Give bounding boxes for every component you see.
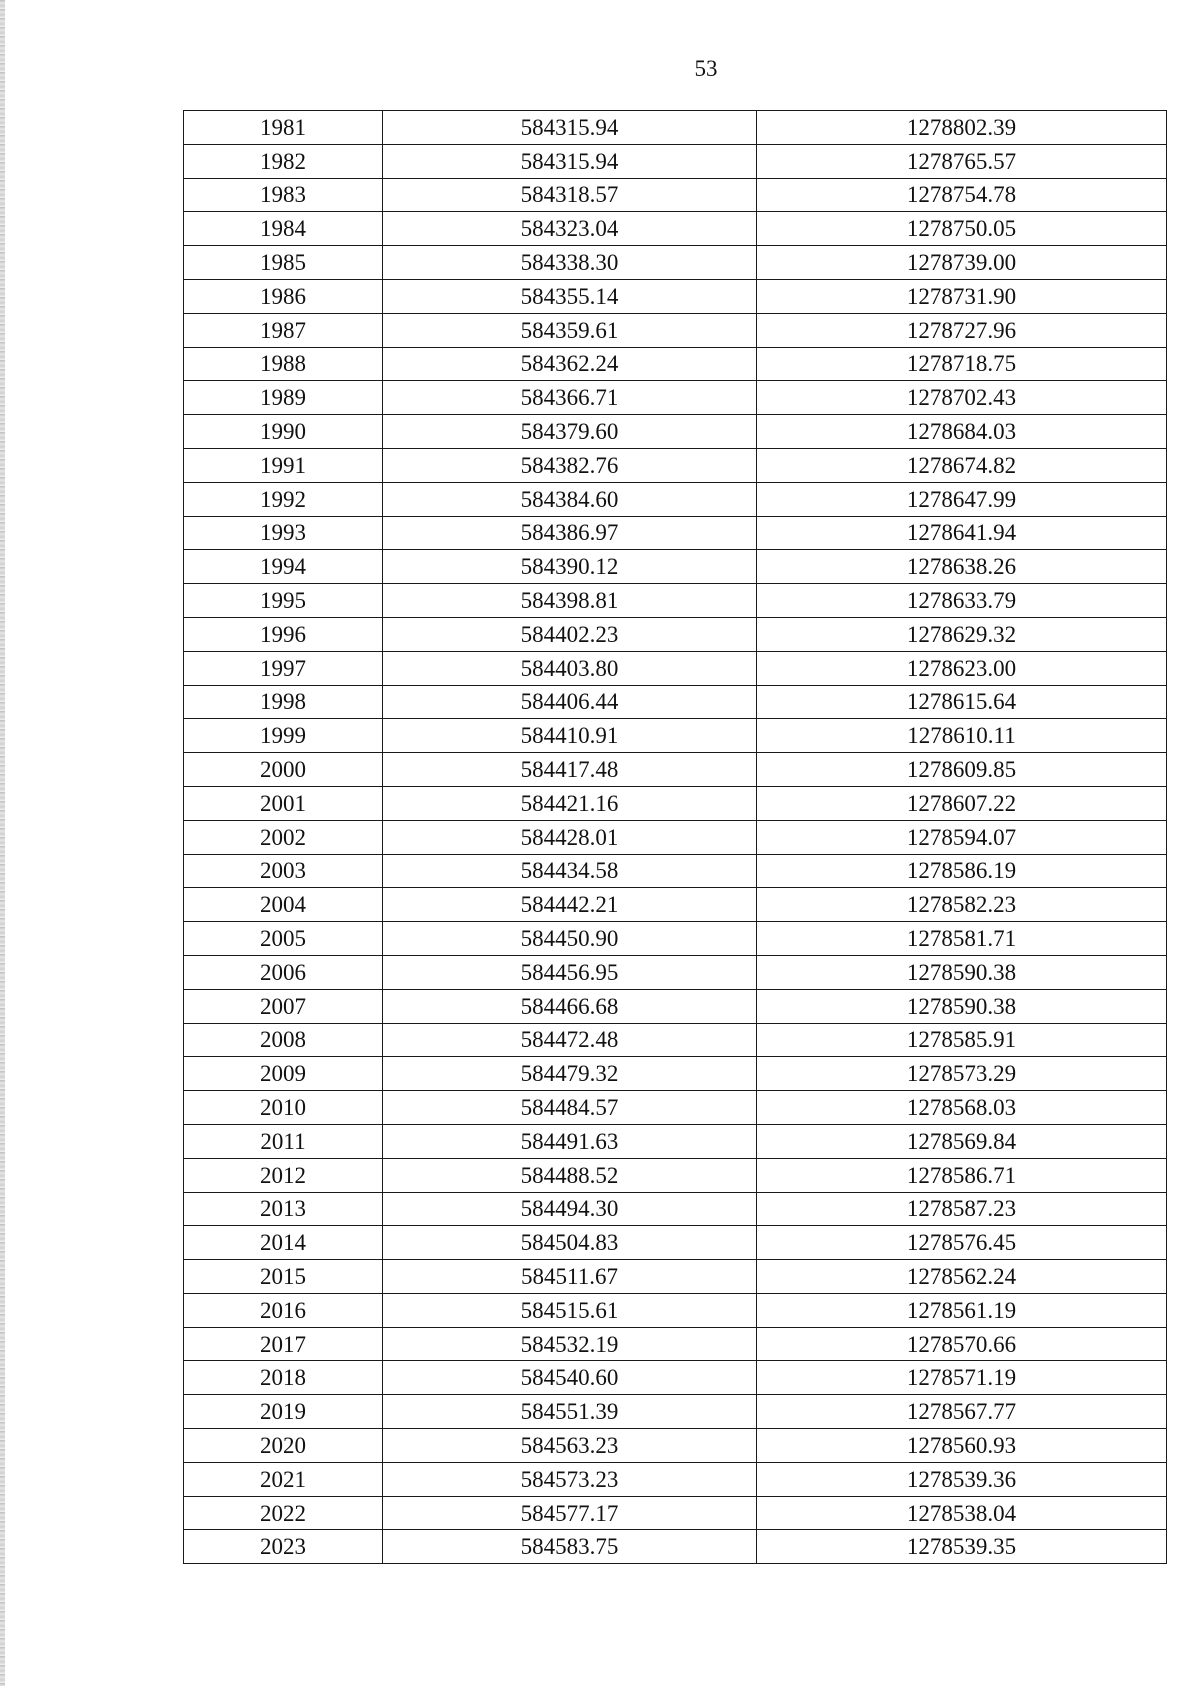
x-coordinate-cell: 584456.95 [383, 955, 757, 989]
x-coordinate-cell: 584577.17 [383, 1496, 757, 1530]
x-coordinate-cell: 584406.44 [383, 685, 757, 719]
year-cell: 2016 [184, 1293, 383, 1327]
table-row [184, 111, 1167, 145]
table-row [184, 1462, 1167, 1496]
x-coordinate-cell: 584442.21 [383, 888, 757, 922]
year-cell: 2009 [184, 1057, 383, 1091]
table-row [184, 448, 1167, 482]
x-coordinate-cell: 584366.71 [383, 381, 757, 415]
table-body [184, 111, 1167, 1564]
x-coordinate-cell: 584315.94 [383, 144, 757, 178]
year-cell: 2013 [184, 1192, 383, 1226]
table-row [184, 1327, 1167, 1361]
x-coordinate-cell: 584434.58 [383, 854, 757, 888]
x-coordinate-cell: 584551.39 [383, 1395, 757, 1429]
y-coordinate-cell: 1278585.91 [757, 1023, 1167, 1057]
y-coordinate-cell: 1278569.84 [757, 1124, 1167, 1158]
table-row [184, 617, 1167, 651]
table-row [184, 1361, 1167, 1395]
year-cell: 1985 [184, 246, 383, 280]
x-coordinate-cell: 584315.94 [383, 111, 757, 145]
y-coordinate-cell: 1278562.24 [757, 1260, 1167, 1294]
table-row [184, 178, 1167, 212]
coordinate-table [183, 110, 1167, 1564]
x-coordinate-cell: 584386.97 [383, 516, 757, 550]
x-coordinate-cell: 584318.57 [383, 178, 757, 212]
year-cell: 2008 [184, 1023, 383, 1057]
x-coordinate-cell: 584540.60 [383, 1361, 757, 1395]
table-row [184, 1057, 1167, 1091]
table-row [184, 212, 1167, 246]
y-coordinate-cell: 1278573.29 [757, 1057, 1167, 1091]
year-cell: 2001 [184, 786, 383, 820]
year-cell: 2017 [184, 1327, 383, 1361]
x-coordinate-cell: 584484.57 [383, 1091, 757, 1125]
x-coordinate-cell: 584515.61 [383, 1293, 757, 1327]
year-cell: 2004 [184, 888, 383, 922]
year-cell: 2018 [184, 1361, 383, 1395]
y-coordinate-cell: 1278570.66 [757, 1327, 1167, 1361]
year-cell: 1982 [184, 144, 383, 178]
table-row [184, 246, 1167, 280]
year-cell: 1983 [184, 178, 383, 212]
table-row [184, 482, 1167, 516]
year-cell: 1987 [184, 313, 383, 347]
year-cell: 1989 [184, 381, 383, 415]
y-coordinate-cell: 1278629.32 [757, 617, 1167, 651]
year-cell: 1993 [184, 516, 383, 550]
x-coordinate-cell: 584355.14 [383, 279, 757, 313]
year-cell: 1988 [184, 347, 383, 381]
y-coordinate-cell: 1278750.05 [757, 212, 1167, 246]
year-cell: 2023 [184, 1530, 383, 1564]
y-coordinate-cell: 1278567.77 [757, 1395, 1167, 1429]
y-coordinate-cell: 1278731.90 [757, 279, 1167, 313]
table-row [184, 516, 1167, 550]
y-coordinate-cell: 1278702.43 [757, 381, 1167, 415]
x-coordinate-cell: 584362.24 [383, 347, 757, 381]
y-coordinate-cell: 1278623.00 [757, 651, 1167, 685]
year-cell: 1997 [184, 651, 383, 685]
y-coordinate-cell: 1278641.94 [757, 516, 1167, 550]
year-cell: 2002 [184, 820, 383, 854]
x-coordinate-cell: 584472.48 [383, 1023, 757, 1057]
year-cell: 1995 [184, 584, 383, 618]
year-cell: 1998 [184, 685, 383, 719]
y-coordinate-cell: 1278568.03 [757, 1091, 1167, 1125]
table-row [184, 550, 1167, 584]
table-row [184, 685, 1167, 719]
y-coordinate-cell: 1278684.03 [757, 415, 1167, 449]
x-coordinate-cell: 584402.23 [383, 617, 757, 651]
y-coordinate-cell: 1278586.71 [757, 1158, 1167, 1192]
x-coordinate-cell: 584573.23 [383, 1462, 757, 1496]
table-row [184, 415, 1167, 449]
y-coordinate-cell: 1278674.82 [757, 448, 1167, 482]
y-coordinate-cell: 1278576.45 [757, 1226, 1167, 1260]
table-row [184, 1496, 1167, 1530]
y-coordinate-cell: 1278610.11 [757, 719, 1167, 753]
x-coordinate-cell: 584398.81 [383, 584, 757, 618]
x-coordinate-cell: 584390.12 [383, 550, 757, 584]
year-cell: 2020 [184, 1429, 383, 1463]
x-coordinate-cell: 584421.16 [383, 786, 757, 820]
y-coordinate-cell: 1278718.75 [757, 347, 1167, 381]
table-row [184, 144, 1167, 178]
y-coordinate-cell: 1278615.64 [757, 685, 1167, 719]
year-cell: 1991 [184, 448, 383, 482]
y-coordinate-cell: 1278638.26 [757, 550, 1167, 584]
year-cell: 1990 [184, 415, 383, 449]
table-row [184, 1158, 1167, 1192]
year-cell: 1984 [184, 212, 383, 246]
y-coordinate-cell: 1278560.93 [757, 1429, 1167, 1463]
x-coordinate-cell: 584323.04 [383, 212, 757, 246]
table-row [184, 1395, 1167, 1429]
table-row [184, 820, 1167, 854]
x-coordinate-cell: 584466.68 [383, 989, 757, 1023]
year-cell: 2006 [184, 955, 383, 989]
year-cell: 1999 [184, 719, 383, 753]
y-coordinate-cell: 1278594.07 [757, 820, 1167, 854]
table-row [184, 955, 1167, 989]
table-row [184, 1293, 1167, 1327]
table-row [184, 753, 1167, 787]
y-coordinate-cell: 1278582.23 [757, 888, 1167, 922]
y-coordinate-cell: 1278539.36 [757, 1462, 1167, 1496]
table-row [184, 279, 1167, 313]
scanned-page-edge [0, 0, 5, 1686]
y-coordinate-cell: 1278765.57 [757, 144, 1167, 178]
table-row [184, 1530, 1167, 1564]
page-number: 53 [694, 56, 718, 81]
table-row [184, 1192, 1167, 1226]
table-row [184, 347, 1167, 381]
x-coordinate-cell: 584583.75 [383, 1530, 757, 1564]
table-row [184, 313, 1167, 347]
y-coordinate-cell: 1278581.71 [757, 922, 1167, 956]
table-row [184, 989, 1167, 1023]
year-cell: 2014 [184, 1226, 383, 1260]
x-coordinate-cell: 584338.30 [383, 246, 757, 280]
year-cell: 1992 [184, 482, 383, 516]
y-coordinate-cell: 1278590.38 [757, 989, 1167, 1023]
year-cell: 2012 [184, 1158, 383, 1192]
y-coordinate-cell: 1278607.22 [757, 786, 1167, 820]
table-row [184, 854, 1167, 888]
y-coordinate-cell: 1278538.04 [757, 1496, 1167, 1530]
table-row [184, 651, 1167, 685]
x-coordinate-cell: 584359.61 [383, 313, 757, 347]
x-coordinate-cell: 584403.80 [383, 651, 757, 685]
table-row [184, 719, 1167, 753]
table-row [184, 1226, 1167, 1260]
x-coordinate-cell: 584563.23 [383, 1429, 757, 1463]
y-coordinate-cell: 1278539.35 [757, 1530, 1167, 1564]
year-cell: 1986 [184, 279, 383, 313]
x-coordinate-cell: 584428.01 [383, 820, 757, 854]
x-coordinate-cell: 584450.90 [383, 922, 757, 956]
y-coordinate-cell: 1278633.79 [757, 584, 1167, 618]
table-row [184, 381, 1167, 415]
x-coordinate-cell: 584488.52 [383, 1158, 757, 1192]
y-coordinate-cell: 1278571.19 [757, 1361, 1167, 1395]
y-coordinate-cell: 1278609.85 [757, 753, 1167, 787]
y-coordinate-cell: 1278586.19 [757, 854, 1167, 888]
year-cell: 2011 [184, 1124, 383, 1158]
table-row [184, 922, 1167, 956]
year-cell: 2000 [184, 753, 383, 787]
table-row [184, 1023, 1167, 1057]
x-coordinate-cell: 584494.30 [383, 1192, 757, 1226]
table-row [184, 584, 1167, 618]
x-coordinate-cell: 584384.60 [383, 482, 757, 516]
year-cell: 2019 [184, 1395, 383, 1429]
y-coordinate-cell: 1278727.96 [757, 313, 1167, 347]
year-cell: 1996 [184, 617, 383, 651]
y-coordinate-cell: 1278739.00 [757, 246, 1167, 280]
y-coordinate-cell: 1278590.38 [757, 955, 1167, 989]
year-cell: 2007 [184, 989, 383, 1023]
year-cell: 2015 [184, 1260, 383, 1294]
table-row [184, 786, 1167, 820]
table-row [184, 1091, 1167, 1125]
x-coordinate-cell: 584417.48 [383, 753, 757, 787]
table-row [184, 1124, 1167, 1158]
year-cell: 2021 [184, 1462, 383, 1496]
y-coordinate-cell: 1278802.39 [757, 111, 1167, 145]
y-coordinate-cell: 1278647.99 [757, 482, 1167, 516]
x-coordinate-cell: 584379.60 [383, 415, 757, 449]
year-cell: 2003 [184, 854, 383, 888]
x-coordinate-cell: 584511.67 [383, 1260, 757, 1294]
x-coordinate-cell: 584410.91 [383, 719, 757, 753]
table-row [184, 888, 1167, 922]
y-coordinate-cell: 1278754.78 [757, 178, 1167, 212]
x-coordinate-cell: 584479.32 [383, 1057, 757, 1091]
table-row [184, 1429, 1167, 1463]
x-coordinate-cell: 584382.76 [383, 448, 757, 482]
year-cell: 1981 [184, 111, 383, 145]
x-coordinate-cell: 584504.83 [383, 1226, 757, 1260]
y-coordinate-cell: 1278561.19 [757, 1293, 1167, 1327]
year-cell: 2022 [184, 1496, 383, 1530]
table-row [184, 1260, 1167, 1294]
year-cell: 1994 [184, 550, 383, 584]
year-cell: 2005 [184, 922, 383, 956]
x-coordinate-cell: 584491.63 [383, 1124, 757, 1158]
y-coordinate-cell: 1278587.23 [757, 1192, 1167, 1226]
year-cell: 2010 [184, 1091, 383, 1125]
x-coordinate-cell: 584532.19 [383, 1327, 757, 1361]
